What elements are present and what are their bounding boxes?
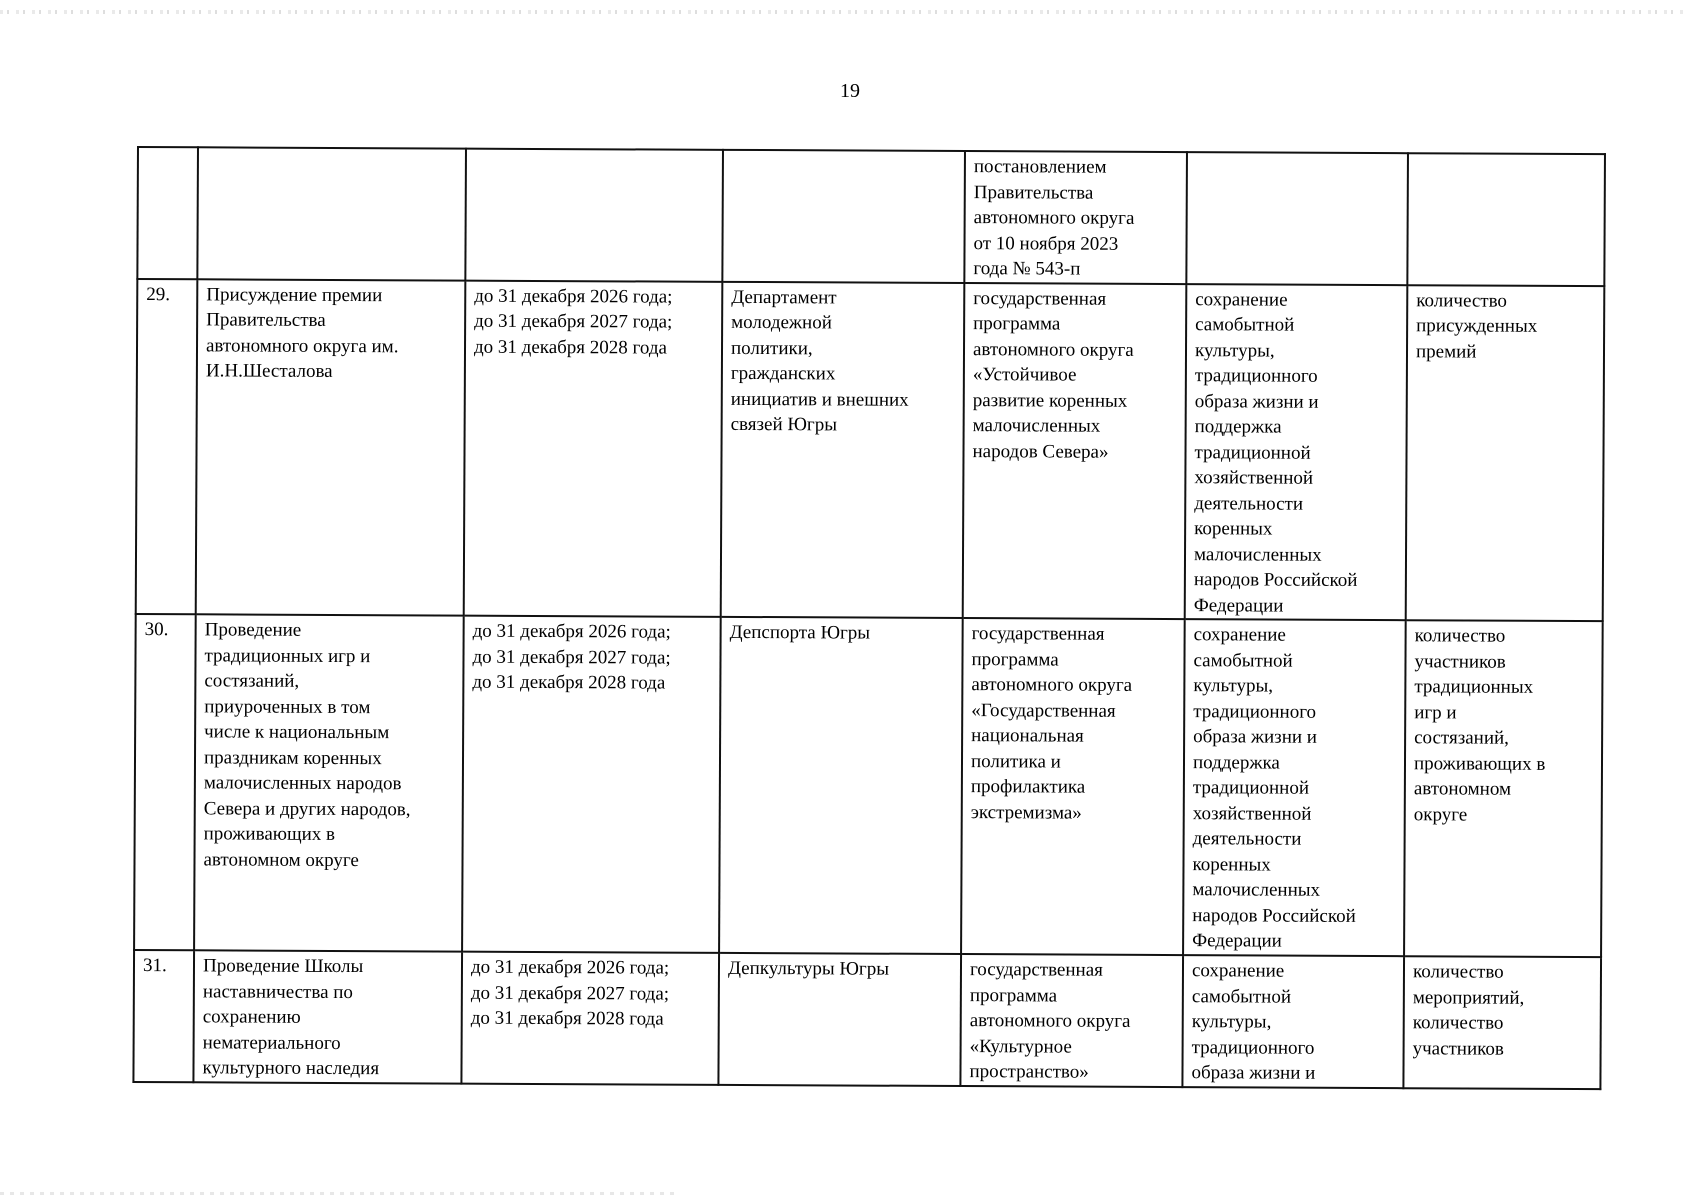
cell-text-line: традиционного xyxy=(1193,700,1317,723)
cell-text-line: пространство» xyxy=(969,1061,1089,1083)
cell-text-line: Присуждение премии xyxy=(206,283,383,306)
cell-text-line: малочисленных народов xyxy=(203,772,402,795)
scan-noise-top xyxy=(0,10,1686,14)
cell-text-line: государственная xyxy=(969,959,1103,981)
cell-text-line: программа xyxy=(973,313,1061,335)
cell-text-line: И.Н.Шесталова xyxy=(205,360,333,382)
cell-text-line: связей Югры xyxy=(730,413,838,436)
cell-text-line: молодежной xyxy=(731,311,832,334)
cell-text-line: самобытной xyxy=(1193,649,1293,672)
cell-text-line: традиционного xyxy=(1194,365,1318,387)
table-row xyxy=(133,950,1601,1089)
cell-text-line: до 31 декабря 2028 года xyxy=(470,1007,664,1030)
cell-text-line: до 31 декабря 2027 года; xyxy=(472,646,671,669)
row-number: 30. xyxy=(134,614,196,950)
cell-text-line: политика и xyxy=(970,750,1061,773)
responsible-cell xyxy=(719,617,963,954)
cell-text-line: образа жизни и xyxy=(1194,390,1319,413)
cell-text-line: автономного округа xyxy=(971,674,1133,696)
responsible-cell xyxy=(721,281,965,618)
cell-text-line: количество xyxy=(1412,1012,1504,1034)
cell-text-line: народов Российской xyxy=(1193,569,1358,591)
cell-text-line: народов Севера» xyxy=(972,440,1109,463)
cell-text-line: участников xyxy=(1414,650,1506,673)
cell-text-line: мероприятий, xyxy=(1412,986,1525,1009)
cell-text-line: Севера и других народов, xyxy=(203,797,411,820)
cell-text-line: поддержка xyxy=(1192,751,1280,774)
row-number: 29. xyxy=(136,279,198,615)
cell-text-line: года № 543-п xyxy=(973,258,1081,280)
deadline-cell xyxy=(464,280,723,617)
row-number: 31. xyxy=(133,950,194,1082)
cell-text-line: участников xyxy=(1412,1037,1504,1060)
cell-text-line: «Государственная xyxy=(971,699,1116,722)
cell-text-line: Проведение Школы xyxy=(202,955,364,978)
cell-text-line: традиционной xyxy=(1194,441,1311,464)
cell-text-line: политики, xyxy=(730,337,813,359)
activity-cell xyxy=(194,614,464,951)
goal-cell xyxy=(1183,619,1406,956)
cell-text-line: деятельности xyxy=(1192,828,1302,850)
program-cell xyxy=(961,618,1185,955)
cell-text-line: автономного округа xyxy=(972,338,1134,361)
cell-text-line: национальная xyxy=(971,725,1084,747)
cell-text-line: автономного округа им. xyxy=(205,334,399,357)
cell-text-line: гражданских xyxy=(730,362,836,385)
deadline-cell xyxy=(461,952,719,1085)
cell-text-line: до 31 декабря 2026 года; xyxy=(472,620,671,643)
cont-number-cell xyxy=(137,147,198,279)
cell-text-line: Правительства xyxy=(206,309,326,331)
cell-text-line: деятельности xyxy=(1194,492,1304,515)
cont-responsible-cell xyxy=(722,150,965,283)
cell-text-line: количество xyxy=(1416,289,1508,312)
cell-text-line: Департамент xyxy=(731,286,837,308)
cell-text-line: хозяйственной xyxy=(1194,467,1314,489)
cont-deadline-cell xyxy=(465,149,723,282)
cell-text-line: инициатив и внешних xyxy=(730,388,909,411)
activity-cell xyxy=(196,279,466,616)
cell-text-line: сохранению xyxy=(202,1006,301,1028)
cell-text-line: наставничества по xyxy=(202,980,354,1003)
cell-text-line: развитие коренных xyxy=(972,389,1128,412)
page-number: 19 xyxy=(840,80,860,102)
cell-text-line: до 31 декабря 2027 года; xyxy=(470,982,670,1005)
cell-text-line: традиционных xyxy=(1414,676,1534,698)
cell-text-line: числе к национальным xyxy=(204,721,390,744)
cell-text-line: автономного округа xyxy=(973,207,1135,229)
program-cell xyxy=(963,283,1187,620)
cell-text-line: самобытной xyxy=(1191,985,1292,1008)
cell-text-line: малочисленных xyxy=(1192,879,1321,901)
cell-text-line: культурного наследия xyxy=(202,1057,380,1080)
cell-text-line: «Устойчивое xyxy=(972,364,1077,386)
cell-text-line: поддержка xyxy=(1194,416,1282,438)
cell-text-line: традиционного xyxy=(1191,1036,1315,1059)
cell-text-line: государственная xyxy=(973,287,1107,310)
cell-text-line: количество xyxy=(1412,961,1504,983)
cell-text-line: автономном округе xyxy=(203,848,359,871)
cell-text-line: игр и xyxy=(1414,701,1457,723)
cell-text-line: Депспорта Югры xyxy=(729,621,871,644)
cell-text-line: от 10 ноября 2023 xyxy=(973,232,1119,255)
cont-activity-cell xyxy=(197,147,466,280)
activity-cell xyxy=(193,950,462,1083)
cell-text-line: состязаний, xyxy=(204,670,300,692)
cell-text-line: Федерации xyxy=(1193,594,1284,617)
cell-text-line: до 31 декабря 2026 года; xyxy=(470,956,670,979)
cell-text-line: культуры, xyxy=(1194,339,1275,362)
cell-text-line: до 31 декабря 2028 года xyxy=(473,336,668,359)
cell-text-line: «Культурное xyxy=(969,1035,1072,1058)
cell-text-line: коренных xyxy=(1194,518,1273,540)
cell-text-line: количество xyxy=(1414,625,1506,647)
cell-text-line: праздникам коренных xyxy=(203,746,382,769)
cell-text-line: государственная xyxy=(971,623,1105,645)
cell-text-line: премий xyxy=(1415,340,1477,363)
cell-text-line: Депкультуры Югры xyxy=(727,957,890,980)
goal-cell xyxy=(1185,284,1408,621)
cell-text-line: программа xyxy=(971,648,1059,671)
cont-legal-basis-cell xyxy=(964,151,1187,284)
responsible-cell xyxy=(718,953,961,1086)
cell-text-line: до 31 декабря 2026 года; xyxy=(474,285,673,308)
cell-text-line: до 31 декабря 2027 года; xyxy=(474,310,673,333)
cell-text-line: Федерации xyxy=(1192,930,1282,952)
goal-cell xyxy=(1182,955,1404,1088)
cell-text-line: Проведение xyxy=(204,619,302,641)
cell-text-line: сохранение xyxy=(1195,288,1288,311)
cell-text-line: программа xyxy=(969,984,1058,1007)
cell-text-line: коренных xyxy=(1192,853,1271,876)
cell-text-line: народов Российской xyxy=(1192,904,1356,927)
cell-text-line: сохранение xyxy=(1191,960,1285,982)
cell-text-line: экстремизма» xyxy=(970,801,1082,824)
cell-text-line: автономном xyxy=(1413,778,1512,800)
cell-text-line: проживающих в xyxy=(203,823,336,845)
indicator-cell xyxy=(1403,956,1601,1088)
cell-text-line: образа жизни и xyxy=(1191,1062,1316,1084)
table-row xyxy=(134,614,1603,957)
cell-text-line: сохранение xyxy=(1193,624,1286,646)
cell-text-line: присужденных xyxy=(1416,315,1538,337)
scan-noise-bottom xyxy=(0,1192,680,1195)
table-row xyxy=(136,279,1605,622)
indicator-cell xyxy=(1404,620,1603,957)
cell-text-line: до 31 декабря 2028 года xyxy=(472,671,666,694)
continuation-row xyxy=(137,147,1605,286)
cell-text-line: традиционных игр и xyxy=(204,644,371,667)
cell-text-line: проживающих в xyxy=(1413,752,1546,775)
cell-text-line: самобытной xyxy=(1195,314,1295,336)
program-cell xyxy=(960,954,1183,1087)
cell-text-line: приуроченных в том xyxy=(204,695,371,718)
cont-indicator-cell xyxy=(1407,153,1605,285)
cell-text-line: состязаний, xyxy=(1414,727,1510,749)
cell-text-line: профилактика xyxy=(970,776,1086,798)
cell-text-line: малочисленных xyxy=(1193,543,1322,566)
cell-text-line: традиционной xyxy=(1192,777,1310,799)
cell-text-line: культуры, xyxy=(1193,675,1274,697)
events-table xyxy=(132,146,1606,1090)
cell-text-line: постановлением xyxy=(973,156,1107,178)
cell-text-line: образа жизни и xyxy=(1193,726,1318,748)
cell-text-line: автономного округа xyxy=(969,1010,1131,1032)
cell-text-line: нематериального xyxy=(202,1031,341,1054)
cell-text-line: округе xyxy=(1413,803,1468,826)
cell-text-line: хозяйственной xyxy=(1192,802,1312,825)
cell-text-line: культуры, xyxy=(1191,1011,1272,1033)
cell-text-line: Правительства xyxy=(973,181,1094,204)
deadline-cell xyxy=(462,616,721,953)
cell-text-line: малочисленных xyxy=(972,415,1101,437)
indicator-cell xyxy=(1406,285,1605,621)
cont-goal-cell xyxy=(1186,152,1408,285)
